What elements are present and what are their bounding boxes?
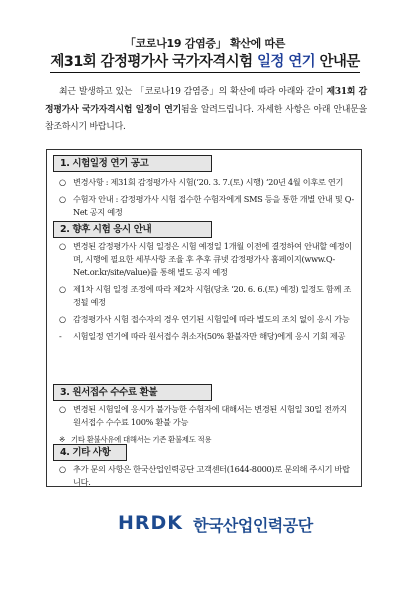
title-underline	[50, 72, 360, 73]
list-item	[57, 313, 355, 326]
list-item	[57, 463, 355, 489]
item-text: 변경된 감정평가사 시험 일정은 시험 예정일 1개월 이전에 결정하여 안내할 예정이며, 시행에 필요한 세부사항 조율 후 추후 큐넷 감정평가사 홈페이지(www.Q-Net.or.kr/site/value)를 통해 별도 공지 예정	[73, 241, 353, 277]
item-text: 수험자 안내 : 감정평가사 시험 접수한 수험자에게 SMS 등을 통한 개별 안내 및 Q-Net 공지 예정	[73, 194, 354, 217]
section-heading-2: 2. 향후 시험 응시 안내	[53, 221, 212, 238]
section-body-4	[57, 463, 355, 493]
bullet-icon: ○	[59, 284, 66, 294]
title-suffix: 안내문	[315, 54, 360, 70]
list-item	[57, 283, 355, 309]
item-text: 기타 환불사유에 대해서는 기존 환불제도 적용	[71, 435, 212, 444]
list-item	[57, 193, 355, 219]
intro-bold-text: 제31회 감정평가사 국가자격시험 일정이 연기	[45, 87, 367, 115]
section-body-2	[57, 240, 355, 347]
title-highlight: 일정 연기	[256, 54, 316, 70]
section-heading-1: 1. 시험일정 연기 공고	[53, 155, 212, 172]
intro-text-2: 됨을 알려드립니다. 자세한 사항은 아래 안내문을 참조하시기 바랍니다.	[45, 104, 367, 132]
section-heading-4: 4. 기타 사항	[53, 444, 127, 461]
intro-text-1: 최근 발생하고 있는 「코로나19 감염증」의 확산에 따라 아래와 같이	[59, 87, 327, 97]
bullet-icon: ○	[59, 241, 66, 251]
hrdk-logo	[118, 508, 338, 548]
list-item	[57, 240, 355, 279]
item-text: 변경된 시험일에 응시가 불가능한 수험자에 대해서는 변경된 시험일 30일 전까지 원서접수 수수료 100% 환불 가능	[73, 404, 348, 427]
notice-box	[46, 149, 362, 487]
bullet-icon: ○	[59, 464, 66, 474]
item-text: 추가 문의 사항은 한국산업인력공단 고객센터(1644-8000)로 문의해 주시기 바랍니다.	[73, 464, 350, 487]
organization-name: 한국산업인력공단	[193, 516, 313, 535]
section-body-3	[57, 403, 355, 446]
bullet-icon: ○	[59, 194, 66, 204]
section-body-1	[57, 176, 355, 223]
list-item	[57, 176, 355, 189]
list-item	[57, 403, 355, 429]
list-item	[57, 330, 355, 343]
title-prefix: 제31회 감정평가사 국가자격시험	[50, 54, 257, 70]
notice-title	[0, 50, 410, 71]
bullet-icon: ○	[59, 404, 66, 414]
item-text: 제1차 시험 일정 조정에 따라 제2차 시험(당초 ‘20. 6. 6.(토) 예정) 일정도 함께 조정될 예정	[73, 284, 352, 307]
dash-icon: -	[59, 331, 62, 341]
logo-mark: HRDK	[118, 512, 184, 534]
bullet-icon: ○	[59, 177, 66, 187]
item-text: 변경사항 : 제31회 감정평가사 시험(‘20. 3. 7.(토) 시행) ‘20년 4월 이후로 연기	[73, 177, 344, 187]
item-text: 감정평가사 시험 접수자의 경우 연기된 시험일에 따라 별도의 조치 없이 응시 가능	[73, 314, 350, 324]
intro-paragraph	[45, 84, 367, 137]
reference-mark-icon: ※	[59, 435, 65, 444]
bullet-icon: ○	[59, 314, 66, 324]
section-heading-3: 3. 원서접수 수수료 환불	[53, 384, 212, 401]
notice-subtitle: 「코로나19 감염증」 확산에 따른	[124, 37, 286, 50]
item-text: 시험일정 연기에 따라 원서접수 취소자(50% 환불자만 해당)에게 응시 기회 제공	[73, 331, 346, 341]
